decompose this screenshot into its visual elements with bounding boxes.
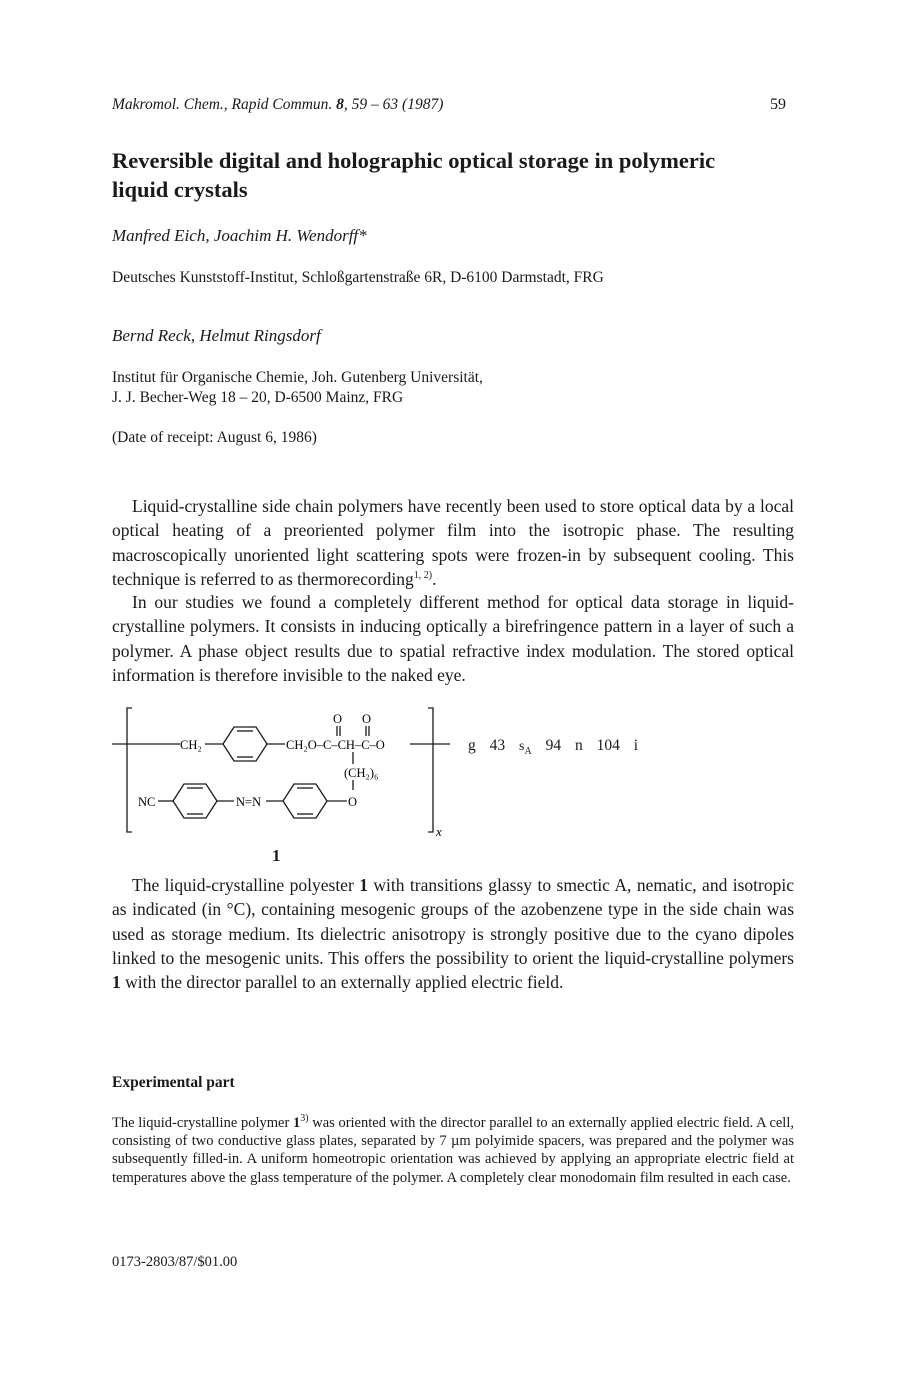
intro-paragraph-1-text: Liquid-crystalline side chain polymers have recently been used to store optical data by a local optical heating of a preoriented polymer film into the isotropic phase. The resulting macroscopically unoriented light scattering spots were frozen-in by subsequent cooling. This technique is referred to as thermorecording (112, 496, 794, 589)
p3-text-3: with the director parallel to an externally applied electric field. (120, 972, 564, 993)
authors-group-2: Bernd Reck, Helmut Ringsdorf (112, 326, 321, 345)
experimental-paragraph (112, 1114, 794, 1187)
chemical-structure-1 (110, 700, 470, 840)
repeat-index: x (436, 824, 442, 839)
left-bracket (127, 708, 132, 832)
transition-glass: g 43 (468, 737, 506, 754)
intro-paragraph-2: In our studies we found a completely different method for optical data storage in liquid-crystalline polymers. It consists in inducing optically a birefringence pattern in a layer of such a polymer. A phase object results due to spatial refractive index modulation. The stored optical information is therefore invisible to the naked eye. (112, 592, 794, 685)
smectic-symbol: s (519, 739, 525, 754)
section-heading-experimental: Experimental part (112, 1074, 235, 1091)
transition-smectic-label (519, 739, 532, 757)
date-of-receipt: (Date of receipt: August 6, 1986) (112, 429, 317, 446)
paper-title: Reversible digital and holographic optical storage in polymeric liquid crystals (112, 148, 716, 202)
affiliation-2-line-1: Institut für Organische Chemie, Joh. Gutenberg Universität, (112, 369, 483, 386)
page-number: 59 (770, 96, 786, 113)
journal-citation (112, 96, 443, 114)
exp-text-2: was oriented with the director parallel to an externally applied electric field. A cell, consisting of two conductive glass plates, separated by 7 µm polyimide spacers, was prepared and the polymer was subsequently filled-in. A uniform homeotropic orientation was achieved by applying an appropriate electric field at temperatures above the glass temperature of the polymer. A completely clear monodomain film resulted in each case. (112, 1115, 794, 1186)
carbonyl-oxygen-2: O (362, 712, 372, 726)
journal-name: Makromol. Chem., Rapid Commun. (112, 96, 333, 113)
benzene-ring-nitrile (173, 784, 217, 818)
publication-code: 0173-2803/87/$01.00 (112, 1254, 238, 1270)
affiliation-1: Deutsches Kunststoff-Institut, Schloßgartenstraße 6R, D-6100 Darmstadt, FRG (112, 269, 604, 286)
spacer-group: (CH₂)₆ (344, 766, 379, 780)
benzene-ring-main (223, 727, 267, 761)
journal-pages: , 59 – 63 (1987) (343, 96, 444, 113)
smectic-subscript: A (524, 745, 532, 757)
phase-transitions (468, 737, 638, 757)
right-bracket (428, 708, 433, 832)
reference-3: 3) (300, 1113, 309, 1125)
nitrile-group: NC (138, 795, 156, 809)
exp-compound-ref: 1 (292, 1115, 301, 1131)
p3-compound-ref-2: 1 (112, 972, 121, 993)
body-paragraph-3 (112, 873, 794, 994)
benzene-ring-azo (283, 784, 327, 818)
reference-1-2: 1, 2) (413, 570, 433, 582)
ether-oxygen: O (348, 795, 358, 809)
affiliation-2-line-2: J. J. Becher-Weg 18 – 20, D-6500 Mainz, FRG (112, 389, 404, 406)
affiliation-2 (112, 368, 483, 408)
authors-group-1: Manfred Eich, Joachim H. Wendorff* (112, 226, 367, 245)
transition-rest: 94 n 104 i (545, 737, 638, 754)
carbonyl-oxygen-1: O (333, 712, 343, 726)
ch2-group: CH₂ (180, 738, 202, 752)
journal-volume: 8 (336, 96, 344, 113)
p3-text-2: with transitions glassy to smectic A, nematic, and isotropic as indicated (in °C), containing mesogenic groups of the azobenzene type in the side chain was used as storage medium. Its dielectric anisotropy is strongly positive due to the cyano dipoles linked to the mesogenic units. This offers the possibility to orient the liquid-crystalline polymers (112, 875, 794, 968)
p3-text-1: The liquid-crystalline polyester (132, 875, 360, 895)
ester-chain: CH₂O–C–CH–C–O (286, 738, 385, 752)
p3-compound-ref-1: 1 (359, 875, 368, 895)
exp-text-1: The liquid-crystalline polymer (112, 1115, 293, 1131)
intro-paragraph-1 (112, 494, 794, 591)
intro-paragraph-1-end: . (432, 568, 437, 589)
compound-label: 1 (272, 846, 281, 865)
azo-group: N=N (236, 795, 262, 809)
